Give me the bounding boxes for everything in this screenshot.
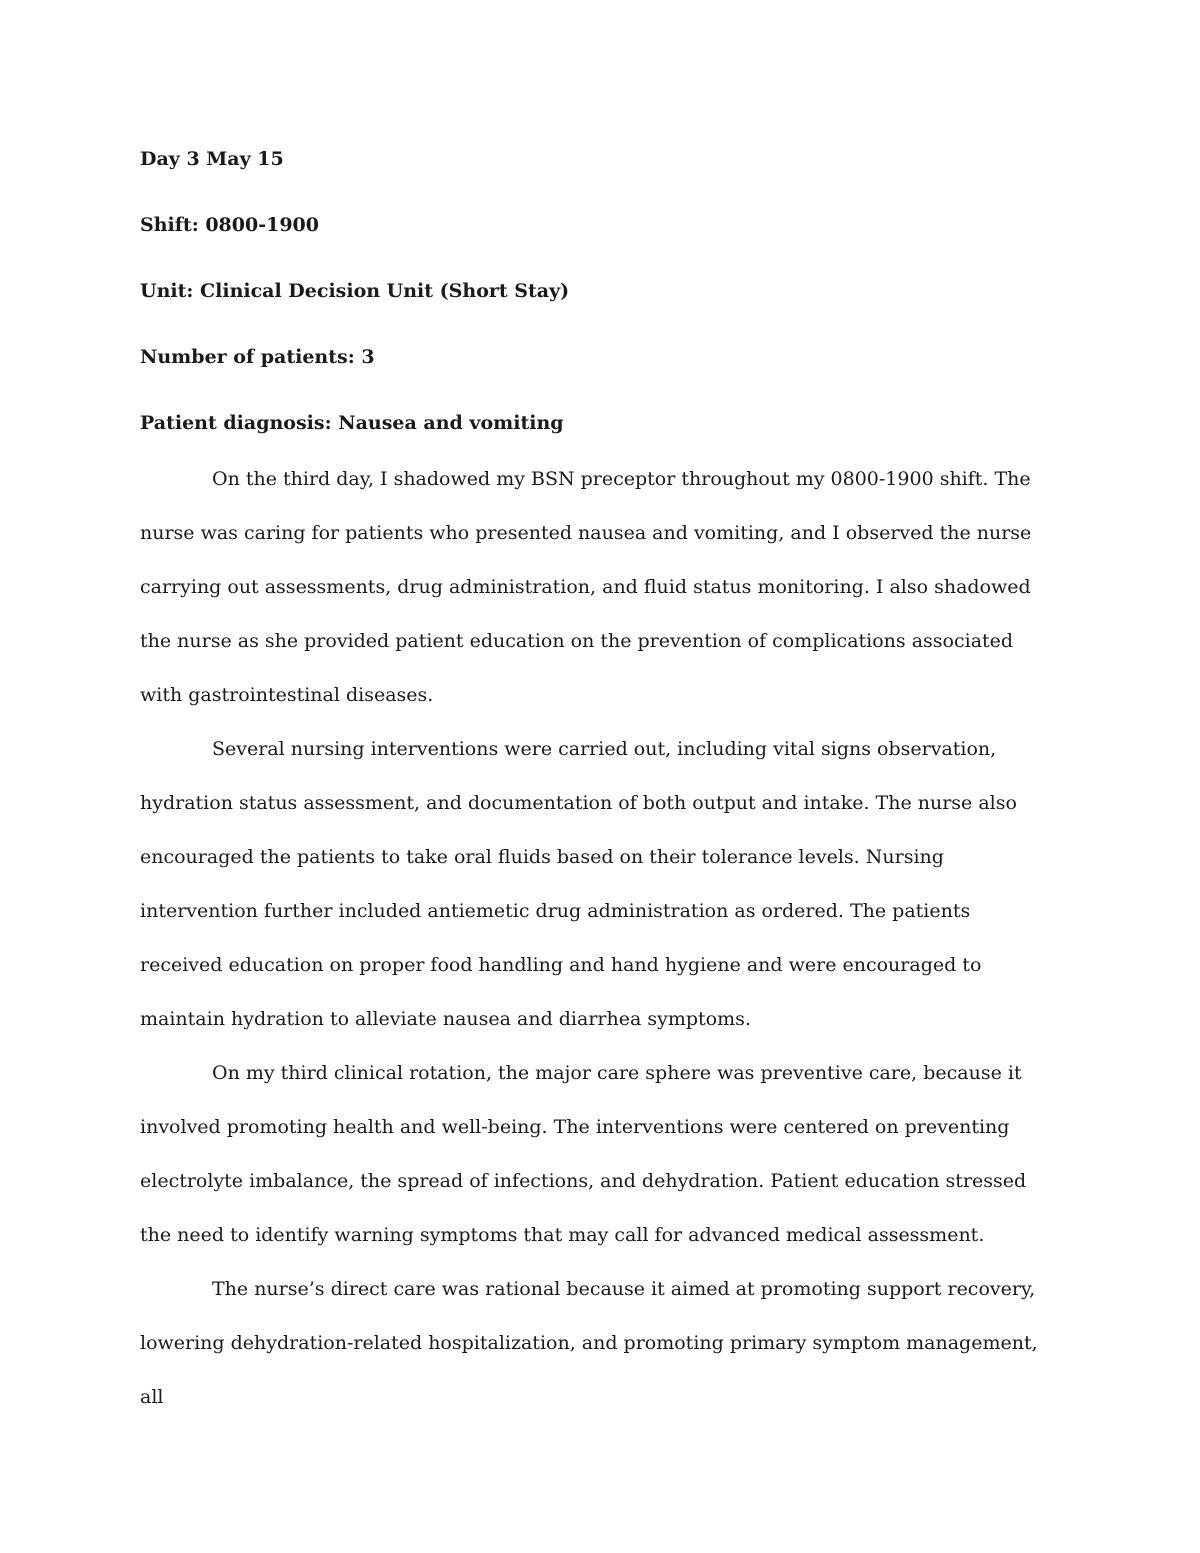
entry-header xyxy=(140,126,1050,456)
paragraph-interventions: Several nursing interventions were carried out, including vital signs observation, hydration status assessment, and documentation of both output and intake. The nurse also encouraged the patients to take oral fluids based on their tolerance levels. Nursing intervention further included antiemetic drug administration as ordered. The patients received education on proper food handling and hand hygiene and were encouraged to maintain hydration to alleviate nausea and diarrhea symptoms. xyxy=(140,738,1017,1030)
shift-heading: Shift: 0800-1900 xyxy=(140,214,319,236)
document-page xyxy=(140,140,1050,1424)
patient-count-heading: Number of patients: 3 xyxy=(140,346,375,368)
paragraph-rationale: The nurse’s direct care was rational because it aimed at promoting support recovery, lowering dehydration-related hospitalization, and promoting primary symptom management, all xyxy=(140,1278,1038,1408)
paragraph-shadowing: On the third day, I shadowed my BSN preceptor throughout my 0800-1900 shift. The nurse was caring for patients who presented nausea and vomiting, and I observed the nurse carrying out assessments, drug administration, and fluid status monitoring. I also shadowed the nurse as she provided patient education on the prevention of complications associated with gastrointestinal diseases. xyxy=(140,468,1032,706)
unit-heading: Unit: Clinical Decision Unit (Short Stay) xyxy=(140,280,570,302)
paragraph-care-sphere: On my third clinical rotation, the major care sphere was preventive care, because it involved promoting health and well-being. The interventions were centered on preventing electrolyte imbalance, the spread of infections, and dehydration. Patient education stressed the need to identify warning symptoms that may call for advanced medical assessment. xyxy=(140,1062,1027,1246)
day-date-heading: Day 3 May 15 xyxy=(140,148,284,170)
entry-body xyxy=(140,452,1050,1424)
diagnosis-heading: Patient diagnosis: Nausea and vomiting xyxy=(140,412,564,434)
